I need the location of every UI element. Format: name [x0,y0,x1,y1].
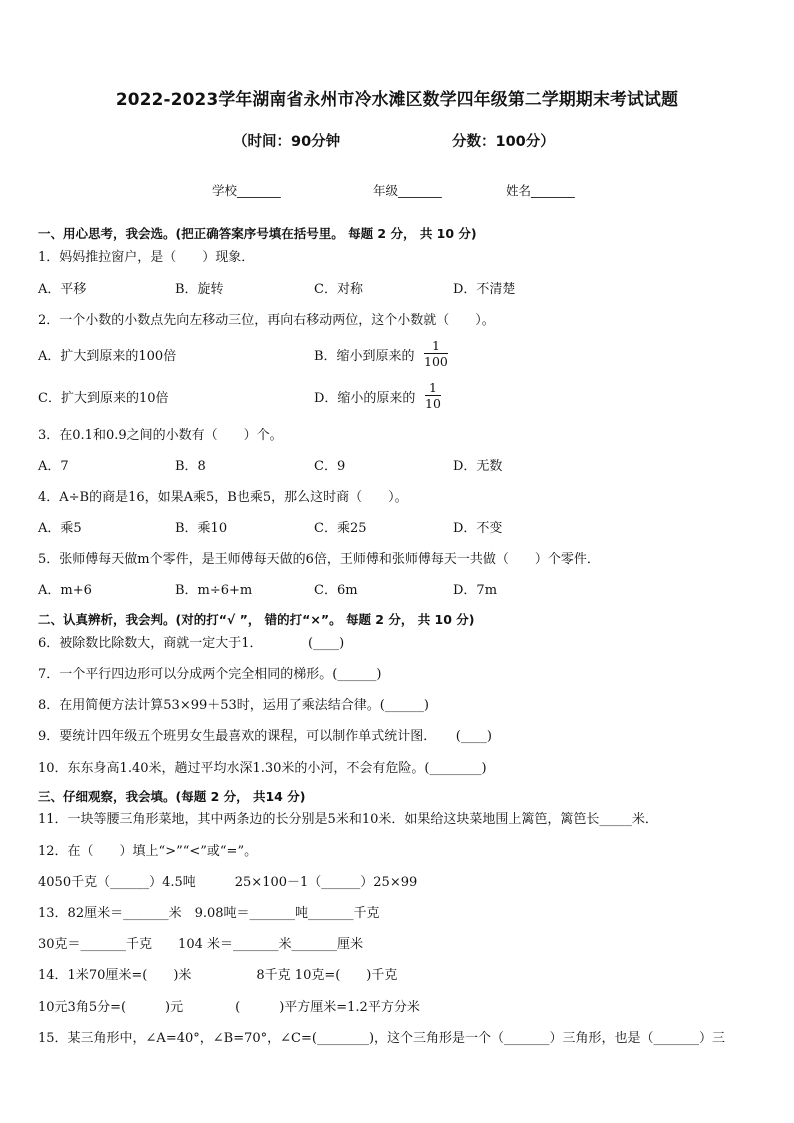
q5-text: 5．张师傅每天做m个零件，是王师傅每天做的6倍，王师傅和张师傅每天一共做（ ）个零件． [38,552,600,567]
q2-option-c: C．扩大到原来的10倍 [38,391,169,406]
q11-text: 11．一块等腰三角形菜地，其中两条边的长分别是5米和10米．如果给这块菜地围上篱笆，篱笆长_____米． [38,812,658,827]
exam-score: 分数：100分） [452,134,555,150]
q1-option-c: C．对称 [314,282,363,297]
q1-option-b: B．旋转 [175,282,224,297]
q3-text: 3．在0.1和0.9之间的小数有（ ）个。 [38,428,283,443]
q9-text: 9．要统计四年级五个班男女生最喜欢的课程，可以制作单式统计图． (____) [38,729,492,744]
q4-text: 4．A÷B的商是16，如果A乘5，B也乘5，那么这时商（ ）。 [38,490,408,505]
q3-option-b: B．8 [175,459,206,474]
q14-text: 14．1米70厘米=( )米 8千克 10克=( )千克 [38,968,398,983]
q2-option-b-fraction [424,338,448,369]
exam-title: 2022-2023学年湖南省永州市冷水滩区数学四年级第二学期期末考试试题 [115,89,679,109]
q14-items: 10元3角5分=( )元 ( )平方厘米=1.2平方分米 [38,1000,420,1015]
q12-items: 4050千克（______）4.5吨 25×100－1（______）25×99 [38,875,418,890]
section3-heading: 三、仔细观察，我会填。(每题 2 分， 共14 分) [38,789,306,804]
fraction-numerator: 1 [431,338,440,353]
section2-heading: 二、认真辨析，我会判。(对的打“√ ”， 错的打“×”。 每题 2 分， 共 10 分) [38,612,475,627]
q5-option-b: B．m÷6+m [175,583,253,598]
q2-text: 2．一个小数的小数点先向左移动三位，再向右移动两位，这个小数就（ ）。 [38,313,495,328]
exam-time: （时间：90分钟 [233,134,341,150]
q5-option-c: C．6m [314,583,358,598]
q2-option-b: B．缩小到原来的 [314,349,415,364]
q15-text: 15．某三角形中，∠A=40°，∠B=70°，∠C=(________)，这个三角形是一个（_______）三角形，也是（_______）三 [38,1031,726,1046]
q1-option-d: D．不清楚 [453,282,516,297]
school-field: 学校_______ [212,183,281,198]
q1-option-a: A．平移 [38,282,87,297]
q2-option-d-fraction [425,380,441,411]
fraction-denominator: 10 [425,396,441,411]
q3-option-d: D．无数 [453,459,503,474]
q2-option-d: D．缩小的原来的 [314,391,416,406]
q6-text: 6．被除数比除数大，商就一定大于1． (____) [38,636,345,651]
fraction-denominator: 100 [424,354,448,369]
q4-option-d: D．不变 [453,521,503,536]
q1-text: 1．妈妈推拉窗户，是（ ）现象． [38,250,255,265]
grade-field: 年级_______ [373,183,442,198]
q5-option-a: A．m+6 [38,583,92,598]
q3-option-a: A．7 [38,459,69,474]
q4-option-b: B．乘10 [175,521,228,536]
q4-option-c: C．乘25 [314,521,367,536]
name-field: 姓名_______ [506,183,575,198]
q4-option-a: A．乘5 [38,521,82,536]
q13-items: 30克＝_______千克 104 米＝_______米_______厘米 [38,937,363,952]
fraction-numerator: 1 [428,380,437,395]
q8-text: 8．在用简便方法计算53×99＋53时，运用了乘法结合律。(______) [38,698,429,713]
q10-text: 10．东东身高1.40米，趟过平均水深1.30米的小河，不会有危险。(________) [38,761,487,776]
q5-option-d: D．7m [453,583,498,598]
q12-text: 12．在（ ）填上“>”“<”或“=”。 [38,844,258,859]
section1-heading: 一、用心思考，我会选。(把正确答案序号填在括号里。 每题 2 分， 共 10 分) [38,226,477,241]
q7-text: 7．一个平行四边形可以分成两个完全相同的梯形。(______) [38,667,382,682]
q13-text: 13．82厘米＝_______米 9.08吨＝_______吨_______千克 [38,906,380,921]
q3-option-c: C．9 [314,459,346,474]
q2-option-a: A．扩大到原来的100倍 [38,349,177,364]
